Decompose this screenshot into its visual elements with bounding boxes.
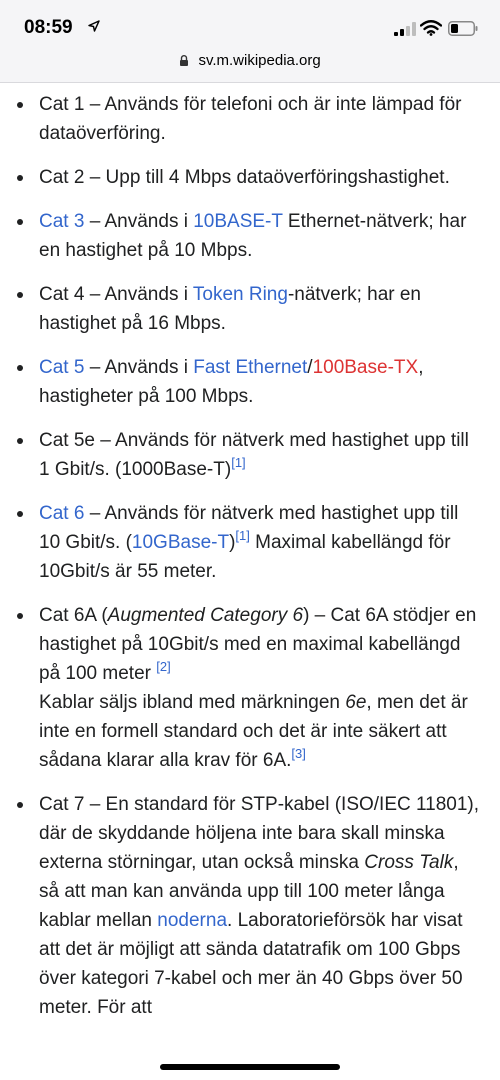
separator: /	[307, 357, 313, 378]
link-10gbase-t[interactable]: 10GBase-T	[131, 532, 230, 553]
reference-1	[235, 528, 249, 543]
lock-icon	[179, 55, 189, 66]
list-item-cat1	[14, 90, 500, 148]
bullet	[17, 802, 23, 808]
link-fast-ethernet[interactable]: Fast Ethernet	[193, 357, 308, 378]
item-label: Cat 6A	[39, 605, 97, 626]
item-text: – En standard för STP-kabel (ISO/IEC 11801), där de skyddande höljena inte bara skall minska externa störningar, utan också minska	[39, 794, 480, 873]
item-label: Cat 5e	[39, 430, 95, 451]
reference-2	[156, 659, 170, 674]
reference-link[interactable]: [1]	[235, 528, 250, 543]
item-text: Maximal kabellängd för 10Gbit/s är 55 meter.	[39, 532, 451, 582]
link-cat6[interactable]: Cat 6	[39, 503, 85, 524]
list-item-cat7	[14, 790, 500, 1022]
link-10base-t[interactable]: 10BASE-T	[193, 211, 283, 232]
item-italic: 6e	[345, 692, 367, 713]
bullet	[17, 511, 23, 517]
reference-link[interactable]: [1]	[231, 455, 246, 470]
link-noderna[interactable]: noderna	[157, 910, 228, 931]
item-text: – Används för telefoni och är inte lämpad för dataöverföring.	[39, 94, 462, 144]
item-text: )	[229, 532, 236, 553]
list-item-cat5	[14, 353, 500, 411]
reference-link[interactable]: [3]	[291, 746, 306, 761]
item-text: -nätverk; har en hastighet på 16 Mbps.	[39, 284, 422, 334]
home-indicator[interactable]	[160, 1064, 340, 1070]
list-item-cat5e	[14, 426, 500, 484]
article-content	[0, 90, 500, 1037]
list-item-cat6	[14, 499, 500, 586]
item-text: , så att man kan använda upp till 100 meter långa kablar mellan	[39, 852, 459, 931]
cable-category-list	[0, 90, 500, 1022]
battery-icon	[448, 21, 478, 36]
bullet	[17, 219, 23, 225]
item-text: – Används för nätverk med hastighet upp till 10 Gbit/s. (	[39, 503, 459, 553]
cellular-signal-icon	[394, 22, 416, 36]
item-label: Cat 2	[39, 167, 85, 188]
item-label: Cat 7	[39, 794, 85, 815]
reference-1	[231, 455, 245, 470]
bullet	[17, 175, 23, 181]
item-text: – Används i	[84, 284, 193, 305]
redlink-100base-tx[interactable]: 100Base-TX	[312, 357, 419, 378]
link-token-ring[interactable]: Token Ring	[192, 284, 288, 305]
link-cat3[interactable]: Cat 3	[39, 211, 85, 232]
list-item-cat6a	[14, 601, 500, 775]
item-italic: Cross Talk	[364, 852, 454, 873]
list-item-cat2	[14, 163, 500, 192]
address-bar[interactable]	[0, 52, 500, 69]
item-text: . Laboratorieförsök har visat att det är möjligt att sända datatrafik om 100 Gbps över kategori 7-kabel och mer än 40 Gbps över 50 meter. För att	[39, 910, 463, 1018]
bullet	[17, 438, 23, 444]
url-text: sv.m.wikipedia.org	[198, 52, 321, 69]
item-text: (	[96, 605, 108, 626]
item-text: , hastigheter på 100 Mbps.	[39, 357, 424, 407]
location-arrow-icon	[88, 20, 100, 32]
item-text: , men det är inte en formell standard och det är inte säkert att sådana klarar alla krav för 6A.	[39, 692, 468, 771]
browser-top-bar	[0, 0, 500, 83]
wifi-icon	[420, 20, 442, 36]
list-item-cat4	[14, 280, 500, 338]
item-text: Kablar säljs ibland med märkningen	[39, 692, 346, 713]
bullet	[17, 613, 23, 619]
link-cat5[interactable]: Cat 5	[39, 357, 85, 378]
reference-3	[291, 746, 305, 761]
item-italic: Augmented Category 6	[107, 605, 304, 626]
item-text: – Upp till 4 Mbps dataöverföringshastighet.	[84, 167, 450, 188]
bullet	[17, 102, 23, 108]
item-label: Cat 1	[39, 94, 85, 115]
bullet	[17, 365, 23, 371]
item-text: – Används i	[84, 357, 194, 378]
bullet	[17, 292, 23, 298]
item-text: Ethernet-nätverk; har en hastighet på 10 Mbps.	[39, 211, 467, 261]
list-item-cat3	[14, 207, 500, 265]
status-time: 08:59	[24, 17, 73, 38]
item-label: Cat 4	[39, 284, 85, 305]
item-text: ) – Cat 6A stödjer en hastighet på 10Gbit/s med en maximal kabellängd på 100 meter	[39, 605, 477, 684]
reference-link[interactable]: [2]	[156, 659, 171, 674]
item-text: – Används för nätverk med hastighet upp till 1 Gbit/s. (1000Base-T)	[39, 430, 469, 480]
item-text: – Används i	[84, 211, 194, 232]
